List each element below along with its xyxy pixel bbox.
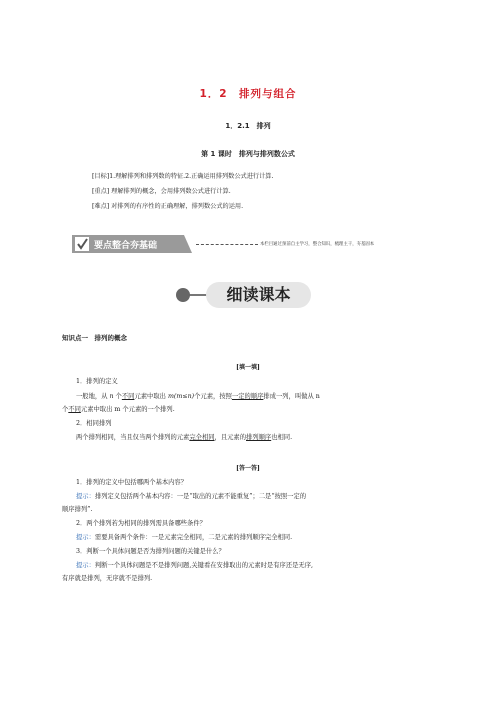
blank-answer: 不同 xyxy=(68,406,81,413)
section-banner xyxy=(72,235,192,253)
item1-line2: 个不同元素中取出 m 个元素的一个排列. xyxy=(62,406,175,413)
blank-answer: 完全相同 xyxy=(189,434,215,441)
question-2: 2．两个排列若为相同的排列需具备哪些条件？ xyxy=(76,520,206,527)
banner-note xyxy=(196,241,374,247)
goal-label: [难点] xyxy=(92,203,110,210)
goal-label: [目标] xyxy=(92,173,110,180)
banner-label: 要点整合夯基础 xyxy=(94,241,158,251)
chapter-title: 1．2 排列与组合 xyxy=(199,88,297,100)
goal-label: [重点] xyxy=(92,188,110,195)
fill-in-tag: [填一填] xyxy=(236,364,260,371)
goal-difficulty xyxy=(92,202,243,211)
goal-objective xyxy=(92,172,273,181)
answer-3-line1: 提示：判断一个具体问题是不是排列问题,关键看在安排取出的元素时是有序还是无序, xyxy=(76,562,313,569)
answer-1-line2: 顺序排列”. xyxy=(62,506,93,513)
blank-answer: 一定的顺序 xyxy=(231,393,264,400)
answer-2-line1: 提示：需要具备两个条件：一是元素完全相同，二是元素的排列顺序完全相同. xyxy=(76,534,293,541)
heading-dot-icon xyxy=(176,288,190,302)
blank-answer: 不同 xyxy=(121,393,135,400)
knowledge-point-title: 知识点一 排列的概念 xyxy=(62,334,127,342)
answer-1-line1: 提示：排列定义包括两个基本内容：一是“取出的元素不能重复”；二是“按照一定的 xyxy=(76,493,307,500)
goal-text: 1.理解排列和排列数的特征.2.正确运用排列数公式进行计算. xyxy=(109,173,274,180)
item2-line: 两个排列相同，当且仅当两个排列的元素完全相同，且元素的排列顺序也相同. xyxy=(76,434,293,441)
hint-label: 提示： xyxy=(76,493,95,500)
goal-text: 对排列的有序性的正确理解，排列数公式的运用. xyxy=(111,203,244,210)
item1-line1: 一般地，从 n 个不同元素中取出 m(m≤n)个元素，按照一定的顺序排成一列，叫做从 n xyxy=(76,393,320,400)
question-3: 3．判断一个具体问题是否为排列问题的关键是什么？ xyxy=(76,548,225,555)
hint-label: 提示： xyxy=(76,534,95,541)
goal-key-point xyxy=(92,187,231,196)
banner-note-text: 本栏目通过预前自主学习，整合知识，梳理主干，夯基固本 xyxy=(260,242,375,247)
read-textbook-heading xyxy=(176,275,326,315)
item1-heading: 1．排列的定义 xyxy=(76,378,118,385)
answer-3-line2: 有序就是排列，无序就不是排列. xyxy=(62,575,153,582)
dashed-divider xyxy=(196,244,258,245)
answer-tag: [答一答] xyxy=(236,465,260,472)
lesson-title: 第 1 课时 排列与排列数公式 xyxy=(201,150,295,158)
item2-heading: 2．相同排列 xyxy=(76,420,112,427)
heading-text: 细读课本 xyxy=(206,282,311,308)
goal-text: 理解排列的概念，会用排列数公式进行计算. xyxy=(111,188,231,195)
blank-answer: 排列顺序 xyxy=(246,434,272,441)
hint-label: 提示： xyxy=(76,562,95,569)
question-1: 1．排列的定义中包括哪两个基本内容？ xyxy=(76,479,188,486)
section-title: 1．2.1 排列 xyxy=(225,122,271,130)
